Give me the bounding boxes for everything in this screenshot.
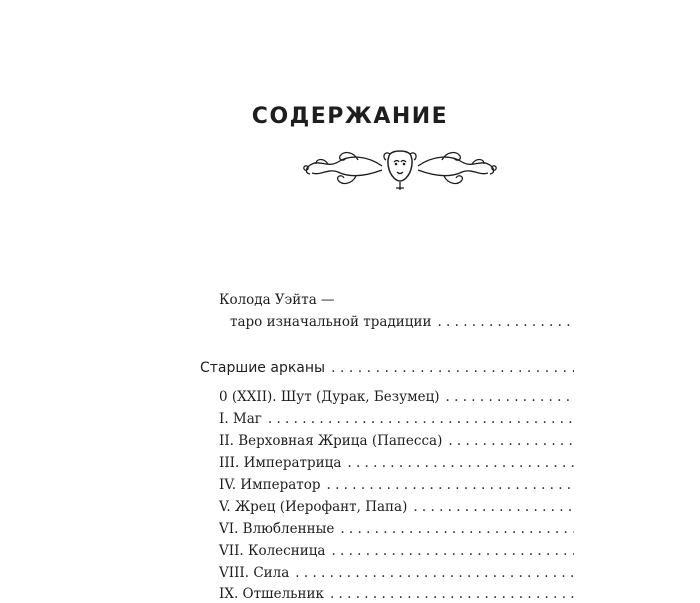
toc-entry[interactable] <box>219 454 574 472</box>
section-heading: Старшие арканы <box>200 360 326 376</box>
toc-entry-label: III. Императрица <box>219 455 342 471</box>
intro-line-1: Колода Уэйта — <box>219 292 335 308</box>
toc-entry[interactable] <box>219 520 574 538</box>
toc-entry[interactable] <box>219 410 574 428</box>
toc-entry-intro[interactable] <box>230 313 574 331</box>
dot-leader <box>340 520 574 538</box>
dot-leader <box>448 432 574 450</box>
dot-leader <box>413 498 574 516</box>
toc-entry[interactable] <box>219 432 574 450</box>
dot-leader <box>330 585 574 603</box>
toc-entry[interactable] <box>219 388 574 406</box>
toc-entry-label: IV. Император <box>219 477 321 493</box>
dot-leader <box>437 313 574 331</box>
dot-leader <box>327 476 575 494</box>
dot-leader <box>268 410 574 428</box>
page-title: СОДЕРЖАНИЕ <box>251 104 449 129</box>
toc-entry[interactable] <box>219 498 574 516</box>
toc-entry-label: таро изначальной традиции <box>230 314 432 330</box>
toc-entry-label: V. Жрец (Иерофант, Папа) <box>219 499 408 515</box>
toc-entry-label: II. Верховная Жрица (Папесса) <box>219 433 443 449</box>
toc-entry-label: VII. Колесница <box>219 543 326 559</box>
toc-entry[interactable] <box>219 542 574 560</box>
toc-entry-label: VI. Влюбленные <box>219 521 335 537</box>
toc-entry-label: I. Маг <box>219 411 262 427</box>
dot-leader <box>295 564 574 582</box>
toc-entry-label: 0 (XXII). Шут (Дурак, Безумец) <box>219 389 440 405</box>
dot-leader <box>347 454 574 472</box>
dot-leader <box>331 359 574 377</box>
toc-entry[interactable] <box>219 585 574 603</box>
toc-entry[interactable] <box>219 476 574 494</box>
scroll-ornament-icon <box>298 146 502 192</box>
toc-entry-label: VIII. Сила <box>219 565 290 581</box>
toc-entry[interactable] <box>219 564 574 582</box>
dot-leader <box>331 542 574 560</box>
dot-leader <box>446 388 574 406</box>
toc-entry-label: IX. Отшельник <box>219 586 324 602</box>
toc-section-major-arcana[interactable] <box>200 359 574 377</box>
